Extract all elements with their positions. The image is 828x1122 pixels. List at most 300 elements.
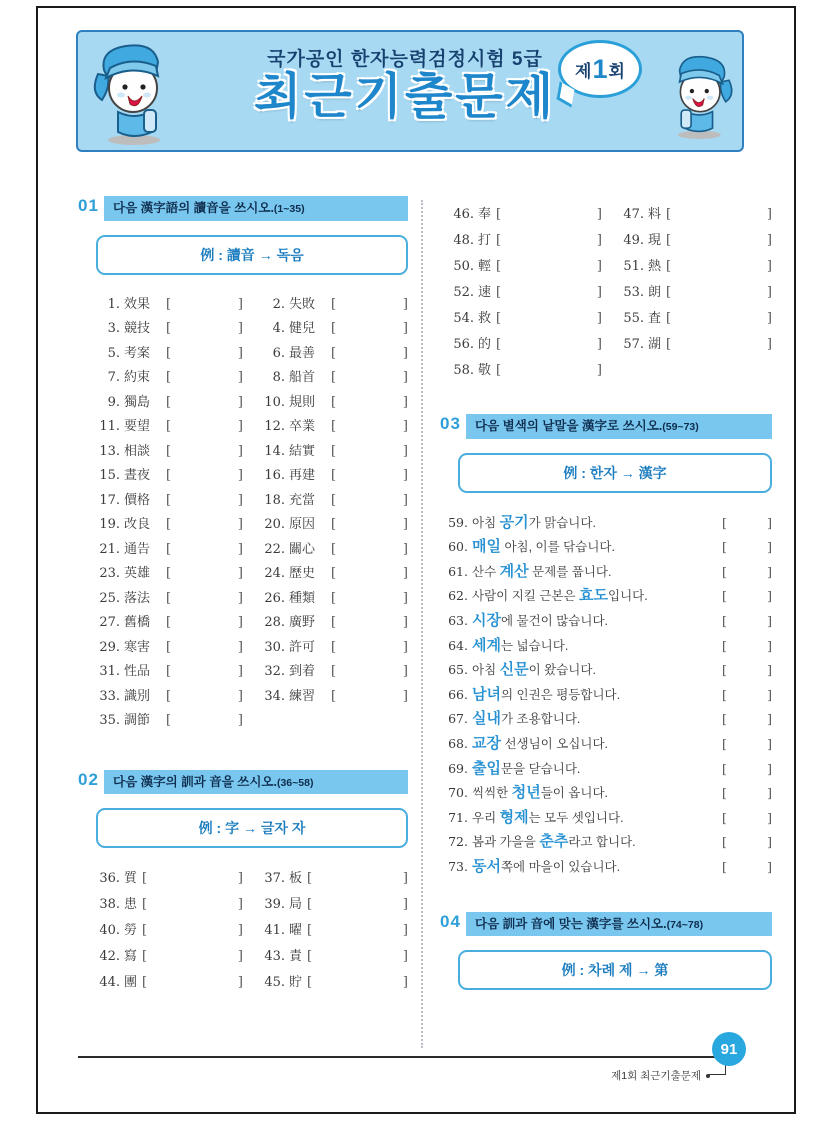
question-item (257, 366, 408, 391)
question-number: 60. (448, 539, 468, 555)
hanja-word: 通告 (124, 541, 151, 557)
sentence-text (472, 609, 722, 634)
question-number: 72. (448, 834, 468, 850)
question-item (92, 440, 243, 465)
bracket-open: [ (331, 345, 337, 361)
section-title: 다음 訓과 音에 맞는 漢字를 쓰시오. (475, 916, 667, 931)
bracket-open: [ (142, 871, 148, 887)
question-item (257, 489, 408, 514)
bracket-open: [ (166, 639, 172, 655)
bracket-close: ] (767, 785, 772, 801)
answer-brackets (166, 660, 243, 685)
answer-brackets (331, 317, 408, 342)
bracket-open: [ (331, 541, 337, 557)
bracket-open: [ (331, 590, 337, 606)
bracket-open: [ (307, 897, 313, 913)
hanja-word: 考案 (124, 345, 151, 361)
bracket-open: [ (331, 394, 337, 410)
answer-brackets (307, 866, 408, 892)
question-number: 23. (99, 566, 120, 582)
question-item (257, 391, 408, 416)
bracket-close: ] (596, 311, 602, 326)
answer-brackets (722, 535, 772, 559)
section-number: 04 (440, 911, 461, 931)
question-number: 22. (264, 541, 285, 557)
question-item (616, 332, 772, 358)
bracket-open: [ (166, 468, 172, 484)
bracket-close: ] (237, 566, 243, 582)
bracket-close: ] (767, 735, 772, 751)
sentence-text (472, 584, 722, 609)
bracket-close: ] (237, 664, 243, 680)
section-number: 03 (440, 414, 461, 433)
question-number: 53. (623, 285, 644, 300)
question-item (257, 587, 408, 612)
bracket-open: [ (331, 419, 337, 435)
question-number: 45. (264, 975, 285, 991)
badge-text: 제 (575, 61, 592, 81)
hanja-word: 貯 (289, 975, 303, 991)
bracket-open: [ (166, 615, 172, 631)
question-number: 51. (623, 259, 644, 274)
bracket-close: ] (596, 285, 602, 300)
sentence-item (442, 535, 772, 560)
bracket-close: ] (766, 337, 772, 352)
section-title-bar (466, 912, 772, 937)
hanja-word: 廣野 (289, 615, 316, 631)
question-number: 70. (448, 785, 468, 801)
answer-brackets (166, 636, 243, 661)
answer-brackets (142, 892, 243, 918)
question-number: 69. (448, 760, 468, 776)
badge-text: 회 (608, 61, 625, 81)
answer-brackets (166, 709, 243, 734)
answer-brackets (331, 587, 408, 612)
bracket-close: ] (237, 871, 243, 887)
answer-brackets (666, 228, 772, 254)
question-item (92, 342, 243, 367)
section-02-header (78, 770, 408, 795)
hanja-word: 勞 (124, 923, 138, 939)
question-number: 55. (623, 311, 644, 326)
question-number: 2. (272, 296, 285, 312)
bracket-open: [ (722, 834, 727, 850)
bracket-close: ] (767, 760, 772, 776)
answer-brackets (166, 366, 243, 391)
answer-brackets (722, 781, 772, 805)
bracket-open: [ (496, 311, 502, 326)
question-number: 65. (448, 662, 468, 678)
question-item (257, 944, 408, 970)
question-item (257, 685, 408, 710)
question-number: 44. (99, 975, 120, 991)
answer-brackets (722, 830, 772, 854)
hanja-word: 質 (124, 871, 138, 887)
bracket-close: ] (237, 688, 243, 704)
footer-bullet (706, 1074, 710, 1078)
bracket-close: ] (402, 394, 408, 410)
answer-brackets (496, 332, 602, 358)
bracket-open: [ (722, 613, 727, 629)
sentence-pre: 씩씩한 (472, 786, 512, 801)
answer-brackets (166, 342, 243, 367)
example-text: 例 : 讀音 → 독음 (200, 246, 304, 263)
answer-brackets (166, 562, 243, 587)
sentence-item (442, 634, 772, 659)
bracket-close: ] (237, 615, 243, 631)
bracket-close: ] (767, 834, 772, 850)
hanja-word: 局 (289, 897, 303, 913)
question-item (92, 892, 243, 918)
question-item (616, 254, 772, 280)
question-number: 33. (99, 688, 120, 704)
answer-brackets (331, 685, 408, 710)
question-item (92, 293, 243, 318)
bracket-close: ] (402, 419, 408, 435)
answer-brackets (166, 415, 243, 440)
bracket-open: [ (307, 871, 313, 887)
sentence-text (472, 855, 722, 880)
question-number: 24. (264, 566, 285, 582)
question-number: 56. (453, 337, 474, 352)
question-item (446, 254, 602, 280)
bracket-open: [ (166, 394, 172, 410)
highlighted-word: 출입 (472, 759, 501, 777)
example-box (96, 235, 408, 275)
question-number: 21. (99, 541, 120, 557)
hanja-word: 責 (289, 949, 303, 965)
sentence-post: 들이 옵니다. (540, 786, 609, 801)
bracket-close: ] (766, 207, 772, 222)
question-item (92, 944, 243, 970)
question-number: 25. (99, 590, 120, 606)
hanja-word: 最善 (289, 345, 316, 361)
hanja-word: 獨島 (124, 394, 151, 410)
question-number: 42. (99, 949, 120, 965)
hanja-word: 種類 (289, 590, 316, 606)
question-number: 73. (448, 858, 468, 874)
hanja-word: 性品 (124, 664, 151, 680)
answer-brackets (496, 358, 602, 384)
bracket-open: [ (666, 233, 672, 248)
sentence-list-59-73 (442, 511, 772, 880)
hanja-word: 結實 (289, 443, 316, 459)
question-number: 68. (448, 735, 468, 751)
answer-brackets (331, 440, 408, 465)
question-number: 59. (448, 514, 468, 530)
bracket-close: ] (402, 897, 408, 913)
sentence-item (442, 560, 772, 585)
highlighted-word: 청년 (511, 784, 541, 802)
question-number: 34. (264, 688, 285, 704)
answer-brackets (331, 342, 408, 367)
section-04-header (440, 912, 772, 937)
question-item (257, 611, 408, 636)
question-item (92, 709, 243, 734)
bracket-open: [ (496, 207, 502, 222)
bracket-open: [ (331, 492, 337, 508)
footer-rule (78, 1056, 730, 1058)
answer-brackets (166, 611, 243, 636)
bracket-close: ] (596, 363, 602, 378)
question-item (446, 280, 602, 306)
question-item (92, 970, 243, 996)
answer-brackets (331, 391, 408, 416)
left-column (78, 196, 408, 996)
highlighted-word: 형제 (499, 808, 529, 826)
answer-brackets (496, 280, 602, 306)
question-item (92, 538, 243, 563)
mascot-right-icon (668, 50, 734, 147)
answer-brackets (331, 660, 408, 685)
bracket-close: ] (767, 539, 772, 555)
answer-brackets (166, 317, 243, 342)
sentence-text (472, 535, 722, 560)
answer-brackets (142, 918, 243, 944)
bracket-open: [ (166, 419, 172, 435)
question-number: 46. (453, 207, 474, 222)
section-title: 다음 漢字의 訓과 音을 쓰시오. (113, 774, 277, 789)
question-number: 29. (99, 639, 120, 655)
sentence-item (442, 683, 772, 708)
page-title: 최근기출문제 (253, 70, 556, 124)
example-text: 例 : 字 → 글자 자 (198, 820, 306, 837)
sentence-post: 문제를 풉니다. (528, 564, 612, 579)
bracket-open: [ (331, 615, 337, 631)
bracket-close: ] (767, 809, 772, 825)
bracket-close: ] (402, 541, 408, 557)
bracket-open: [ (331, 517, 337, 533)
answer-brackets (722, 855, 772, 879)
bracket-close: ] (237, 492, 243, 508)
hanja-word: 熱 (648, 259, 662, 274)
section-range: (1~35) (273, 203, 305, 215)
example-text: 例 : 차례 제 → 第 (561, 962, 669, 979)
bracket-close: ] (596, 259, 602, 274)
bracket-close: ] (237, 394, 243, 410)
bracket-open: [ (331, 639, 337, 655)
hanja-word: 團 (124, 975, 138, 991)
hanja-word: 效果 (124, 296, 151, 312)
bracket-open: [ (166, 713, 172, 729)
bracket-close: ] (402, 688, 408, 704)
question-number: 18. (264, 492, 285, 508)
answer-brackets (722, 511, 772, 535)
sentence-pre: 사람이 지킬 근본은 (472, 589, 580, 604)
hanja-word: 價格 (124, 492, 151, 508)
sentence-pre: 산수 (472, 564, 500, 579)
sentence-text (472, 560, 722, 585)
bracket-open: [ (166, 541, 172, 557)
hanja-word: 敬 (478, 363, 492, 378)
question-item (616, 306, 772, 332)
bracket-open: [ (331, 443, 337, 459)
bracket-close: ] (402, 370, 408, 386)
hanja-word: 落法 (124, 590, 151, 606)
question-item (257, 660, 408, 685)
bracket-close: ] (237, 419, 243, 435)
bracket-close: ] (767, 858, 772, 874)
sentence-post: 아침, 이를 닦습니다. (500, 540, 615, 555)
question-item (257, 970, 408, 996)
bracket-close: ] (596, 337, 602, 352)
answer-brackets (331, 415, 408, 440)
hanja-word: 歷史 (289, 566, 316, 582)
hanja-word: 患 (124, 897, 138, 913)
question-item (92, 611, 243, 636)
question-number: 16. (264, 468, 285, 484)
sentence-text (472, 683, 722, 708)
page-number-badge: 91 (712, 1032, 746, 1066)
sentence-post: 가 맑습니다. (528, 515, 596, 530)
hanja-word: 要望 (124, 419, 151, 435)
bracket-close: ] (402, 468, 408, 484)
question-item (257, 440, 408, 465)
question-item (92, 415, 243, 440)
hanja-word: 板 (289, 871, 303, 887)
question-number: 64. (448, 637, 468, 653)
question-item (257, 513, 408, 538)
bracket-open: [ (722, 514, 727, 530)
hanja-word: 湖 (648, 337, 662, 352)
footer-label-text: 제1회 최근기출문제 (611, 1070, 701, 1082)
question-item (92, 636, 243, 661)
highlighted-word: 신문 (499, 661, 529, 679)
hanja-word: 充當 (289, 492, 316, 508)
bracket-close: ] (402, 871, 408, 887)
question-item (257, 317, 408, 342)
question-number: 1. (107, 296, 120, 312)
answer-brackets (331, 636, 408, 661)
bracket-close: ] (402, 566, 408, 582)
hanja-word: 輕 (478, 259, 492, 274)
hanja-word: 舊橋 (124, 615, 151, 631)
sentence-text (472, 830, 722, 855)
question-number: 57. (623, 337, 644, 352)
question-number: 20. (264, 517, 285, 533)
answer-brackets (166, 538, 243, 563)
hanja-word: 約束 (124, 370, 151, 386)
hanja-word: 許可 (289, 639, 316, 655)
bracket-close: ] (402, 517, 408, 533)
bracket-close: ] (402, 949, 408, 965)
highlighted-word: 계산 (499, 562, 529, 580)
hanja-word: 救 (478, 311, 492, 326)
question-item (257, 636, 408, 661)
question-number: 6. (272, 345, 285, 361)
example-box (458, 950, 772, 990)
bracket-open: [ (142, 949, 148, 965)
question-number: 26. (264, 590, 285, 606)
bracket-close: ] (767, 637, 772, 653)
answer-brackets (722, 757, 772, 781)
question-number: 13. (99, 443, 120, 459)
sentence-item (442, 781, 772, 806)
sentence-item (442, 830, 772, 855)
bracket-open: [ (666, 311, 672, 326)
question-number: 40. (99, 923, 120, 939)
answer-brackets (666, 254, 772, 280)
bracket-open: [ (666, 207, 672, 222)
bracket-close: ] (767, 563, 772, 579)
hanja-word: 船首 (289, 370, 316, 386)
question-number: 11. (99, 419, 120, 435)
bracket-close: ] (767, 686, 772, 702)
hanja-word: 規則 (289, 394, 316, 410)
answer-brackets (166, 685, 243, 710)
hanja-word: 晝夜 (124, 468, 151, 484)
sentence-text (472, 806, 722, 831)
hanja-word: 的 (478, 337, 492, 352)
right-column (440, 196, 772, 1008)
question-number: 32. (264, 664, 285, 680)
bracket-close: ] (402, 590, 408, 606)
answer-brackets (166, 293, 243, 318)
bracket-open: [ (331, 321, 337, 337)
section-title-bar (466, 414, 772, 439)
bracket-close: ] (237, 590, 243, 606)
question-list-36-45 (92, 866, 408, 996)
question-number: 63. (448, 613, 468, 629)
bracket-close: ] (767, 514, 772, 530)
sentence-text (472, 707, 722, 732)
question-number: 35. (99, 713, 120, 729)
sentence-item (442, 855, 772, 880)
sentence-item (442, 707, 772, 732)
question-number: 38. (99, 897, 120, 913)
bracket-open: [ (166, 688, 172, 704)
answer-brackets (142, 970, 243, 996)
question-item (257, 562, 408, 587)
bracket-open: [ (307, 923, 313, 939)
bracket-close: ] (402, 639, 408, 655)
bracket-close: ] (402, 321, 408, 337)
bracket-close: ] (596, 207, 602, 222)
question-number: 36. (99, 871, 120, 887)
answer-brackets (166, 513, 243, 538)
question-number: 39. (264, 897, 285, 913)
bracket-open: [ (496, 233, 502, 248)
sentence-pre: 아침 (472, 515, 500, 530)
question-number: 62. (448, 588, 468, 604)
hanja-word: 原因 (289, 517, 316, 533)
bracket-close: ] (767, 613, 772, 629)
answer-brackets (496, 306, 602, 332)
hanja-word: 料 (648, 207, 662, 222)
bracket-close: ] (237, 370, 243, 386)
question-item (446, 332, 602, 358)
question-number: 27. (99, 615, 120, 631)
bracket-close: ] (596, 233, 602, 248)
answer-brackets (722, 707, 772, 731)
bracket-open: [ (166, 517, 172, 533)
question-item (92, 660, 243, 685)
hanja-word: 再建 (289, 468, 316, 484)
bracket-close: ] (237, 541, 243, 557)
question-item (92, 464, 243, 489)
hanja-word: 寒害 (124, 639, 151, 655)
bracket-close: ] (237, 296, 243, 312)
question-number: 49. (623, 233, 644, 248)
section-number: 01 (78, 196, 99, 215)
sentence-item (442, 732, 772, 757)
hanja-word: 打 (478, 233, 492, 248)
answer-brackets (142, 866, 243, 892)
bracket-open: [ (166, 370, 172, 386)
highlighted-word: 남녀 (472, 685, 501, 703)
question-list-46-58 (446, 202, 772, 384)
bracket-open: [ (722, 686, 727, 702)
